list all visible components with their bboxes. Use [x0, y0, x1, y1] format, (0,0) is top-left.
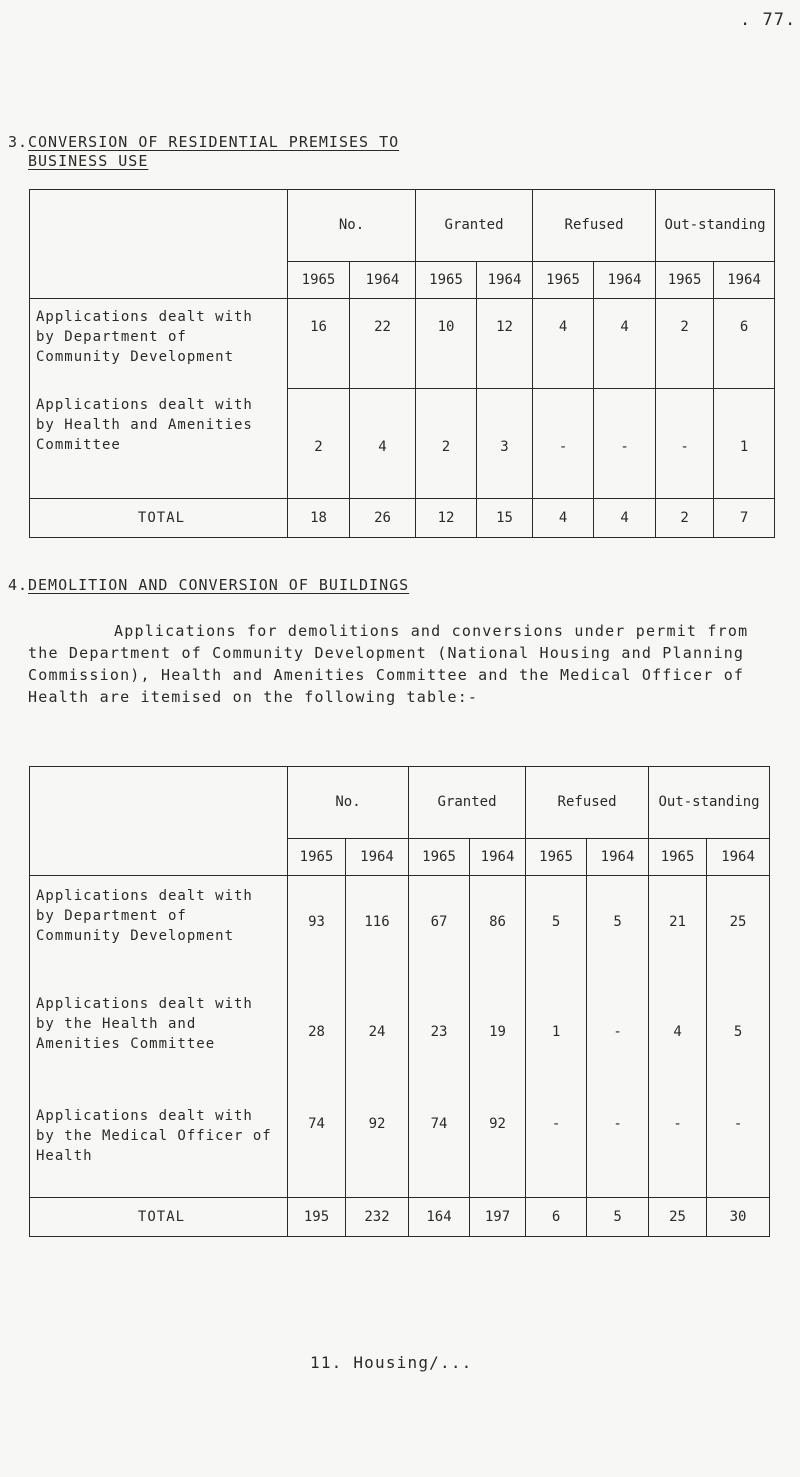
- year-header: 1964: [470, 839, 526, 876]
- table-cell: 3: [477, 389, 533, 499]
- total-cell: 15: [477, 499, 533, 538]
- section-3-heading: [8, 133, 399, 171]
- table-cell: 4: [350, 389, 416, 499]
- table-cell: 5: [587, 876, 649, 990]
- table-cell: -: [707, 1102, 770, 1198]
- table-row: [30, 1102, 770, 1198]
- year-header: 1964: [714, 262, 775, 299]
- table-row: [30, 389, 775, 499]
- total-cell: 164: [409, 1198, 470, 1237]
- table-cell: 92: [470, 1102, 526, 1198]
- table-cell: -: [526, 1102, 587, 1198]
- table-cell: 5: [526, 876, 587, 990]
- section-4-number: 4.: [8, 576, 29, 594]
- total-cell: 12: [416, 499, 477, 538]
- table-cell: 10: [416, 299, 477, 389]
- table-cell: 74: [409, 1102, 470, 1198]
- total-cell: 30: [707, 1198, 770, 1237]
- table-cell: 86: [470, 876, 526, 990]
- footer-continuation: 11. Housing/...: [310, 1353, 473, 1372]
- table-cell: 23: [409, 990, 470, 1102]
- table-row: [30, 299, 775, 389]
- section-4-heading: [8, 576, 409, 595]
- header-outstanding: Out-standing: [649, 767, 770, 839]
- header-granted: Granted: [409, 767, 526, 839]
- year-header: 1964: [594, 262, 656, 299]
- table-cell: 22: [350, 299, 416, 389]
- row-label: Applications dealt with by Health and Amenities Committee: [30, 389, 288, 499]
- total-cell: 26: [350, 499, 416, 538]
- corner-cell: [30, 767, 288, 876]
- table-cell: -: [533, 389, 594, 499]
- year-header: 1965: [526, 839, 587, 876]
- section-4-title: DEMOLITION AND CONVERSION OF BUILDINGS: [28, 576, 410, 594]
- year-header: 1965: [656, 262, 714, 299]
- total-cell: 195: [288, 1198, 346, 1237]
- year-header: 1965: [288, 839, 346, 876]
- total-cell: 6: [526, 1198, 587, 1237]
- row-label: Applications dealt with by the Health and Amenities Committee: [30, 990, 288, 1102]
- row-label: Applications dealt with by Department of Community Development: [30, 876, 288, 990]
- table-cell: 67: [409, 876, 470, 990]
- table-cell: 2: [288, 389, 350, 499]
- year-header: 1964: [587, 839, 649, 876]
- section-3-number: 3.: [8, 133, 29, 151]
- table-row: [30, 876, 770, 990]
- table-cell: 2: [656, 299, 714, 389]
- total-cell: 4: [533, 499, 594, 538]
- table-cell: 25: [707, 876, 770, 990]
- header-refused: Refused: [533, 190, 656, 262]
- year-header: 1965: [533, 262, 594, 299]
- header-refused: Refused: [526, 767, 649, 839]
- total-cell: 18: [288, 499, 350, 538]
- total-row: [30, 1198, 770, 1237]
- year-header: 1965: [288, 262, 350, 299]
- total-label: TOTAL: [30, 499, 288, 538]
- table-cell: 5: [707, 990, 770, 1102]
- table-cell: 74: [288, 1102, 346, 1198]
- table-cell: 2: [416, 389, 477, 499]
- table-cell: -: [587, 1102, 649, 1198]
- table-cell: 1: [714, 389, 775, 499]
- table-cell: 4: [533, 299, 594, 389]
- total-label: TOTAL: [30, 1198, 288, 1237]
- page-number: . 77.: [740, 10, 797, 30]
- row-label: Applications dealt with by Department of Community Development: [30, 299, 288, 389]
- total-cell: 7: [714, 499, 775, 538]
- table-row: [30, 990, 770, 1102]
- table-cell: -: [649, 1102, 707, 1198]
- table-cell: -: [594, 389, 656, 499]
- total-cell: 2: [656, 499, 714, 538]
- table-cell: 4: [649, 990, 707, 1102]
- conversion-table: [29, 189, 775, 538]
- total-cell: 5: [587, 1198, 649, 1237]
- table-cell: 6: [714, 299, 775, 389]
- table-cell: -: [656, 389, 714, 499]
- table-cell: 24: [346, 990, 409, 1102]
- year-header: 1964: [346, 839, 409, 876]
- header-no: No.: [288, 767, 409, 839]
- table-cell: 21: [649, 876, 707, 990]
- header-no: No.: [288, 190, 416, 262]
- section-4-paragraph: Applications for demolitions and conversions under permit from the Department of Community Development (National Housing and Planning Commission), Health and Amenities Committee and the Medical Officer of Health are itemised on the following table:-: [28, 622, 749, 706]
- year-header: 1965: [649, 839, 707, 876]
- table-cell: 4: [594, 299, 656, 389]
- table-cell: 12: [477, 299, 533, 389]
- table-cell: -: [587, 990, 649, 1102]
- table-cell: 93: [288, 876, 346, 990]
- header-granted: Granted: [416, 190, 533, 262]
- table-cell: 116: [346, 876, 409, 990]
- header-outstanding: Out-standing: [656, 190, 775, 262]
- table-cell: 1: [526, 990, 587, 1102]
- total-cell: 197: [470, 1198, 526, 1237]
- section-3-title-line1: CONVERSION OF RESIDENTIAL PREMISES TO: [28, 133, 400, 151]
- total-cell: 4: [594, 499, 656, 538]
- year-header: 1965: [416, 262, 477, 299]
- year-header: 1965: [409, 839, 470, 876]
- total-row: [30, 499, 775, 538]
- table-cell: 16: [288, 299, 350, 389]
- section-3-title-line2: BUSINESS USE: [28, 152, 149, 170]
- corner-cell: [30, 190, 288, 299]
- table-cell: 28: [288, 990, 346, 1102]
- table-cell: 92: [346, 1102, 409, 1198]
- total-cell: 25: [649, 1198, 707, 1237]
- year-header: 1964: [350, 262, 416, 299]
- row-label: Applications dealt with by the Medical Officer of Health: [30, 1102, 288, 1198]
- table-cell: 19: [470, 990, 526, 1102]
- total-cell: 232: [346, 1198, 409, 1237]
- demolition-table: [29, 766, 770, 1237]
- year-header: 1964: [707, 839, 770, 876]
- year-header: 1964: [477, 262, 533, 299]
